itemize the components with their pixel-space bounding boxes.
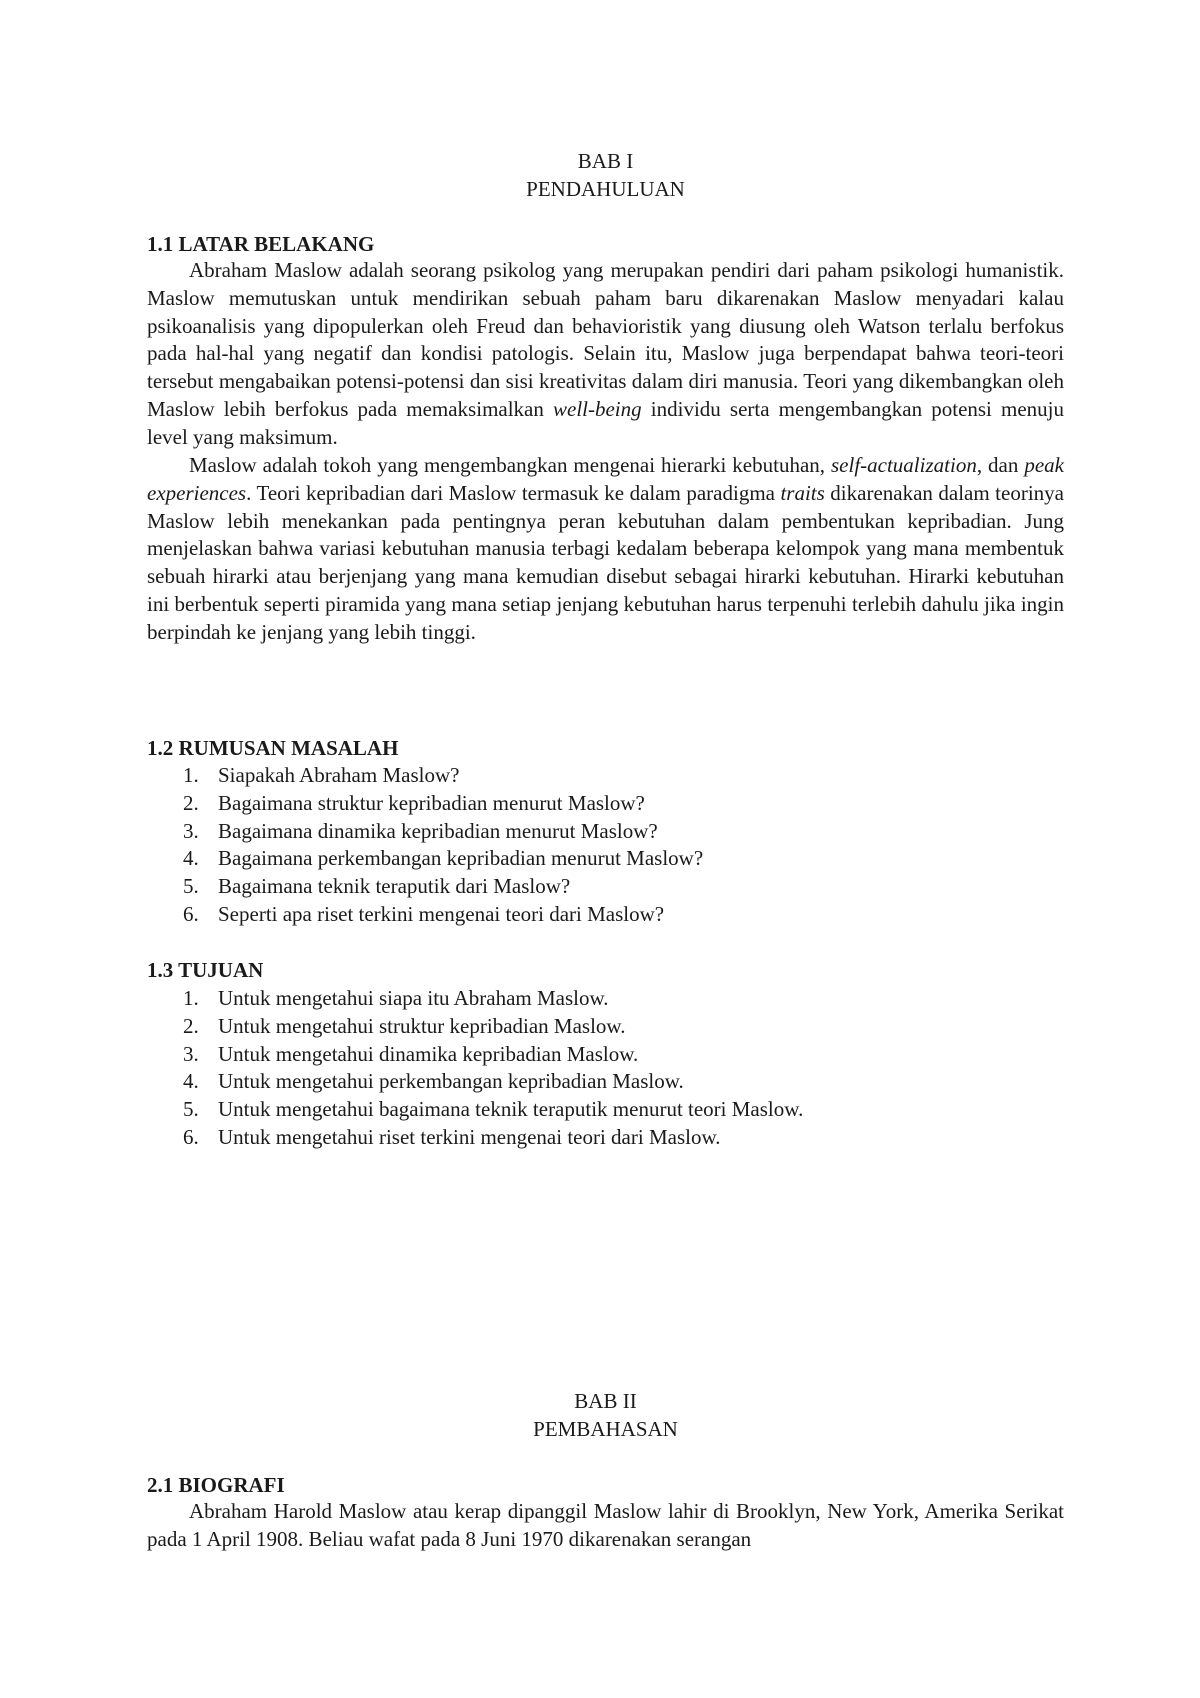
section-1-1-paragraph-2 bbox=[147, 452, 1064, 647]
list-item: 4. Untuk mengetahui perkembangan kepribadian Maslow. bbox=[183, 1069, 684, 1094]
list-item: 5. Bagaimana teknik teraputik dari Maslow? bbox=[183, 874, 571, 899]
tujuan-list bbox=[183, 985, 803, 1152]
chapter-2-header bbox=[147, 1387, 1064, 1443]
text-run: dikarenakan dalam teorinya Maslow lebih menekankan pada pentingnya peran kebutuhan dalam pembentukan kepribadian. Jung menjelaskan bahwa variasi kebutuhan manusia terbagi kedalam beberapa kelompok yang mana membentuk sebuah hirarki atau berjenjang yang mana kemudian disebut sebagai hirarki kebutuhan. Hirarki kebutuhan ini berbentuk seperti piramida yang mana setiap jenjang kebutuhan harus terpenuhi terlebih dahulu jika ingin berpindah ke jenjang yang lebih tinggi. bbox=[147, 480, 1064, 644]
chapter-1-header bbox=[147, 147, 1064, 203]
italic-term: peak experiences bbox=[147, 453, 1064, 505]
list-item: 3. Bagaimana dinamika kepribadian menurut Maslow? bbox=[183, 818, 658, 843]
text-run: Abraham Maslow adalah seorang psikolog yang merupakan pendiri dari paham psikologi humanistik. Maslow memutuskan untuk mendirikan sebuah paham baru dikarenakan Maslow menyadari kalau psikoanalisis yang dipopulerkan oleh Freud dan behavioristik yang diusung oleh Watson terlalu berfokus pada hal-hal yang negatif dan kondisi patologis. Selain itu, Maslow juga berpendapat bahwa teori-teori tersebut mengabaikan potensi-potensi dan sisi kreativitas dalam diri manusia. Teori yang dikembangkan oleh Maslow lebih berfokus pada memaksimalkan bbox=[147, 258, 1064, 421]
section-1-3-heading: 1.3 TUJUAN bbox=[147, 958, 264, 982]
list-item: 5. Untuk mengetahui bagaimana teknik teraputik menurut teori Maslow. bbox=[183, 1097, 804, 1122]
text-run: . Teori kepribadian dari Maslow termasuk ke dalam paradigma bbox=[246, 480, 781, 505]
list-item: 1. Siapakah Abraham Maslow? bbox=[183, 763, 460, 787]
text-run: , dan bbox=[976, 453, 1025, 477]
section-2-1-paragraph-1: Abraham Harold Maslow atau kerap dipanggil Maslow lahir di Brooklyn, New York, Amerika Serikat pada 1 April 1908. Beliau wafat pada 8 Juni 1970 dikarenakan serangan bbox=[147, 1499, 1064, 1551]
chapter-1-title: BAB I bbox=[577, 149, 634, 173]
list-item: 6. Seperti apa riset terkini mengenai teori dari Maslow? bbox=[183, 901, 665, 926]
list-item: 6. Untuk mengetahui riset terkini mengenai teori dari Maslow. bbox=[183, 1124, 721, 1149]
list-item: 1. Untuk mengetahui siapa itu Abraham Maslow. bbox=[183, 986, 609, 1010]
list-item: 4. Bagaimana perkembangan kepribadian menurut Maslow? bbox=[183, 846, 704, 871]
section-2-1-heading: 2.1 BIOGRAFI bbox=[147, 1473, 285, 1497]
rumusan-masalah-list bbox=[183, 762, 703, 929]
text-run: individu serta mengembangkan potensi menuju level yang maksimum. bbox=[147, 396, 1064, 449]
section-1-1-heading: 1.1 LATAR BELAKANG bbox=[147, 232, 375, 256]
section-1-2-heading: 1.2 RUMUSAN MASALAH bbox=[147, 736, 399, 760]
list-item: 3. Untuk mengetahui dinamika kepribadian Maslow. bbox=[183, 1041, 639, 1066]
text-run: Maslow adalah tokoh yang mengembangkan mengenai hierarki kebutuhan, bbox=[189, 453, 831, 477]
list-item: 2. Untuk mengetahui struktur kepribadian Maslow. bbox=[183, 1013, 626, 1038]
italic-term: traits bbox=[780, 480, 825, 505]
list-item: 2. Bagaimana struktur kepribadian menurut Maslow? bbox=[183, 790, 645, 815]
section-1-1-paragraph-1 bbox=[147, 257, 1064, 452]
chapter-2-title: BAB II bbox=[574, 1389, 637, 1413]
chapter-1-subtitle: PENDAHULUAN bbox=[526, 177, 685, 201]
italic-term: well-being bbox=[553, 396, 642, 421]
italic-term: self-actualization bbox=[831, 453, 977, 477]
chapter-2-subtitle: PEMBAHASAN bbox=[533, 1417, 678, 1441]
